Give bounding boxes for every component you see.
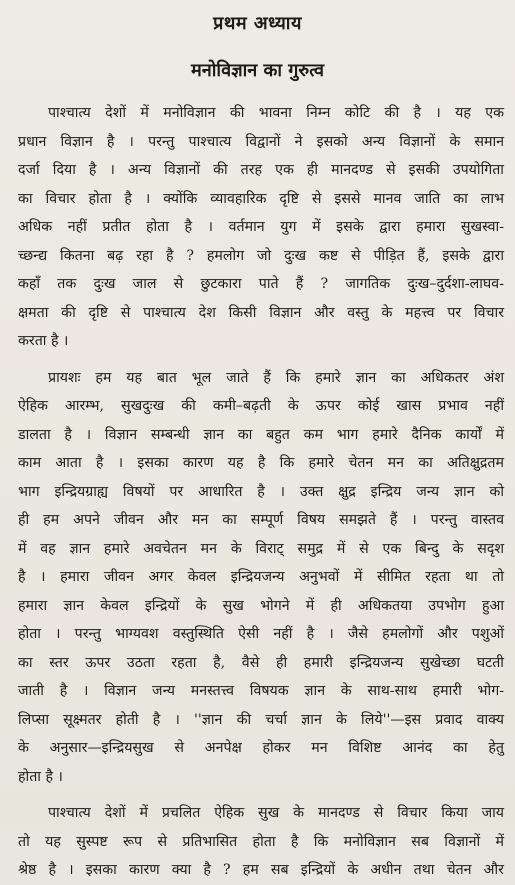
text-line: अधिक नहीं प्रतीत होता है । वर्तमान युग में इसके द्वारा हमारा सुखस्वा-	[18, 219, 504, 235]
text-line: है । हमारा जीवन अगर केवल इन्द्रियजन्य अनुभवों में सीमित रहता था तो	[18, 569, 504, 585]
text-line: भाग इन्द्रियग्राह्य विषयों पर आधारित है । उक्त क्षुद्र इन्द्रिय जन्य ज्ञान को	[18, 483, 504, 500]
text-line: होता । परन्तु भाग्यवश वस्तुस्थिति ऐसी नहीं है । जैसे हमलोगों और पशुओं	[18, 626, 504, 642]
paragraph	[18, 799, 504, 885]
text-line: में वह ज्ञान हमारे अवचेतन मन के विराट् समुद्र में से एक बिन्दु के सदृश	[18, 540, 504, 557]
text-line: होता है ।	[18, 768, 63, 785]
body-text	[18, 99, 504, 885]
paragraph	[18, 99, 504, 356]
section-title: मनोविज्ञान का गुरुत्व	[191, 60, 324, 81]
text-line: च्छन्द्य कितना बढ़ रहा है ? हमलोग जो दुःख कष्ट से पीड़ित हैं, इसके द्वारा	[18, 247, 504, 264]
text-line: के अनुसार—इन्द्रियसुख से अनपेक्ष होकर मन विशिष्ट आनंद का हेतु	[18, 740, 504, 756]
text-line: ही हम अपने जीवन और मन का सम्पूर्ण विषय समझते हैं । परन्तु वास्तव	[18, 512, 504, 528]
text-line: कहाँ तक दुःख जाल से छुटकारा पाते हैं ? जागतिक दुःख–दुर्दशा-लाघव-	[18, 276, 504, 292]
paragraph	[18, 364, 504, 792]
text-line: का स्तर ऊपर उठता रहता है, वैसे ही हमारी इन्द्रियजन्य सुखेच्छा घटती	[18, 654, 504, 671]
text-line: प्रायशः हम यह बात भूल जाते हैं कि हमारे ज्ञान का अधिकतर अंश	[48, 369, 504, 386]
text-line: जाती है । विज्ञान जन्य मनस्तत्त्व विषयक ज्ञान के साथ-साथ हमारी भोग-	[18, 683, 504, 699]
text-line: क्षमता की दृष्टि से पाश्चात्य देश किसी विज्ञान और वस्तु के महत्त्व पर विचार	[18, 304, 504, 321]
text-line: का विचार होता है । क्योंकि व्यावहारिक दृष्टि से इससे मानव जाति का लाभ	[18, 190, 504, 207]
paragraph-gap	[18, 356, 504, 364]
text-line: करता है ।	[18, 333, 69, 349]
text-line: काम आता है । इसका कारण यह है कि हमारे चेतन मन का अतिक्षुद्रतम	[18, 455, 504, 471]
text-line: हमारा ज्ञान केवल इन्द्रियों के सुख भोगने में ही अधिकतया उपभोग हुआ	[18, 597, 504, 614]
text-line: पाश्चात्य देशों में प्रचलित ऐहिक सुख के मानदण्ड से विचार किया जाय	[48, 805, 504, 821]
text-line: दर्जा दिया है । अन्य विज्ञानों की तरह एक ही मानदण्ड से इसकी उपयोगिता	[18, 162, 504, 178]
text-line: डालता है । विज्ञान सम्बन्धी ज्ञान का बहुत कम भाग हमारे दैनिक कार्यों में	[18, 426, 504, 443]
text-line: लिप्सा सूक्ष्मतर होती है । ''ज्ञान की चर्चा ज्ञान के लिये''—इस प्रवाद वाक्य	[18, 711, 504, 728]
paragraph-gap	[18, 791, 504, 799]
chapter-title: प्रथम अध्याय	[213, 13, 302, 34]
text-line: प्रधान विज्ञान है । परन्तु पाश्चात्य विद्वानों ने इसको अन्य विज्ञानों के समान	[18, 133, 504, 150]
text-line: श्रेष्ठ है । इसका कारण क्या है ? हम सब इन्द्रियों के अधीन तथा चेतन और	[18, 862, 504, 878]
text-line: तो यह सुस्पष्ट रूप से प्रतिभासित होता है कि मनोविज्ञान सब विज्ञानों में	[18, 833, 504, 850]
text-line: ऐहिक आरम्भ, सुखदुःख की कमी–बढ़ती के ऊपर कोई खास प्रभाव नहीं	[18, 398, 504, 414]
text-line: पाश्चात्य देशों में मनोविज्ञान की भावना निम्न कोटि की है । यह एक	[48, 105, 504, 121]
